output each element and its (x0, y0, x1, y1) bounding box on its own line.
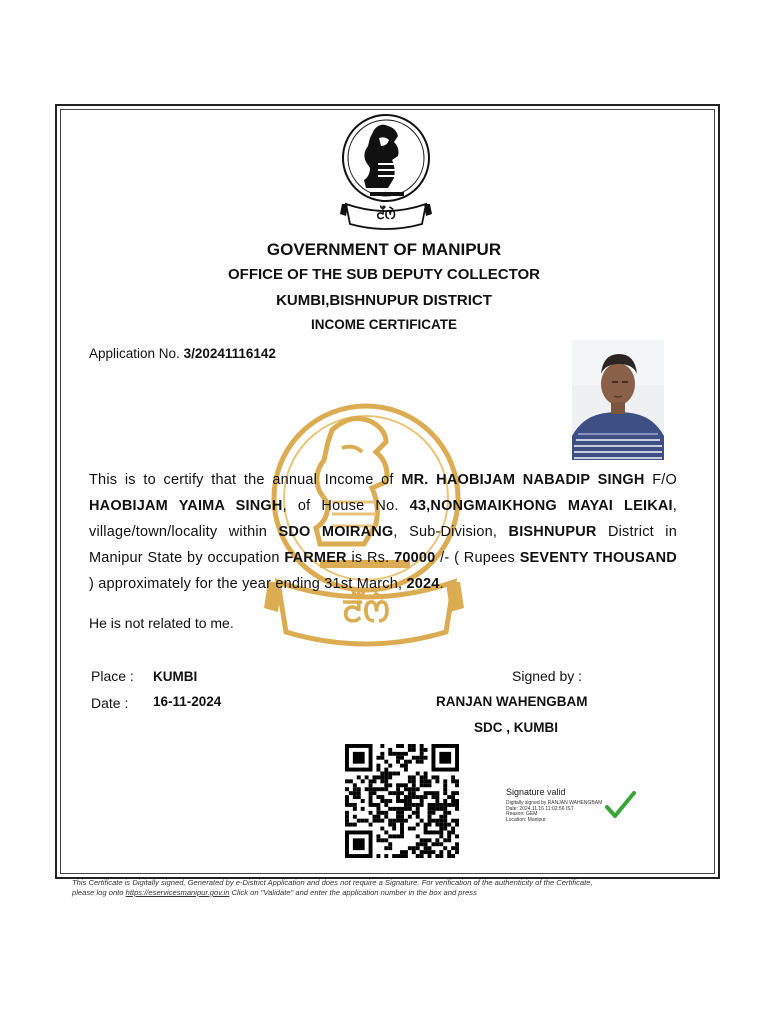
house-address: 43,NONGMAIKHONG MAYAI LEIKAI (409, 498, 673, 514)
relation-statement: He is not related to me. (89, 615, 234, 631)
qr-code-icon (345, 744, 459, 858)
body-text: . (439, 576, 444, 592)
application-number (89, 346, 276, 361)
emblem-text: ꯂꯩꯁꯥ (376, 208, 396, 223)
signer-name: RANJAN WAHENGBAM (436, 694, 588, 709)
signature-detail-line: Location: Manipur (506, 816, 546, 823)
body-text: F/O (644, 472, 678, 488)
body-text: District in Manipur State by occupation (89, 524, 677, 566)
income-amount: 70000 (394, 550, 436, 566)
certificate-title: INCOME CERTIFICATE (311, 317, 457, 332)
office-title: OFFICE OF THE SUB DEPUTY COLLECTOR (228, 266, 540, 283)
place-label: Place : (91, 668, 134, 684)
occupation: FARMER (284, 550, 347, 566)
signature-detail-line: Date: 2024.11.16 11:02:56 IST (506, 805, 574, 812)
subdivision: SDO MOIRANG (278, 524, 394, 540)
body-text: /- ( Rupees (435, 550, 520, 566)
government-title: GOVERNMENT OF MANIPUR (266, 240, 502, 259)
father-name: HAOBIJAM YAIMA SINGH (89, 498, 283, 514)
district-title: KUMBI,BISHNUPUR DISTRICT (276, 292, 492, 309)
income-year: 2024 (406, 576, 440, 592)
footer-line-2 (72, 888, 712, 898)
body-text: , village/town/locality within (89, 498, 677, 540)
income-amount-words: SEVENTY THOUSAND (519, 550, 677, 566)
watermark-text: ꯂꯩꯁꯥ (342, 592, 390, 630)
verification-footer (72, 878, 712, 898)
signer-designation: SDC , KUMBI (474, 720, 558, 735)
date-value: 16-11-2024 (153, 694, 222, 709)
application-value: 3/20241116142 (183, 346, 276, 361)
body-text: , of House No. (282, 498, 410, 514)
certificate-body (89, 467, 677, 597)
footer-text: Click on "Validate" and enter the application number in the box and press (229, 888, 477, 897)
signature-details (506, 801, 611, 823)
applicant-name: MR. HAOBIJAM NABADIP SINGH (401, 472, 645, 488)
verification-link[interactable]: https://eservicesmanipur.gov.in (125, 888, 230, 897)
application-label: Application No. (89, 346, 180, 361)
footer-text: please log onto (72, 888, 126, 897)
footer-line-1: This Certificate is Digitally signed, Generated by e-District Application and does not require a Signature. For verification of the authenticity of the Certificate, (72, 878, 593, 887)
body-text: is Rs. (346, 550, 395, 566)
signature-detail-line: Reason: GEM (506, 811, 538, 817)
body-text: This is to certify that the annual Income of (89, 472, 402, 488)
body-text: ) approximately for the year ending 31st March, (89, 576, 407, 592)
signed-by-label: Signed by : (512, 668, 583, 684)
check-mark-icon (604, 790, 636, 822)
place-value: KUMBI (153, 669, 198, 684)
signature-detail-line: Digitally signed by RANJAN WAHENGBAM (506, 800, 603, 806)
district: BISHNUPUR (508, 524, 597, 540)
applicant-photo (572, 340, 664, 460)
state-emblem-icon (338, 112, 434, 230)
body-text: , Sub-Division, (393, 524, 509, 540)
signature-valid-text: Signature valid (506, 787, 566, 797)
date-label: Date : (91, 695, 129, 711)
